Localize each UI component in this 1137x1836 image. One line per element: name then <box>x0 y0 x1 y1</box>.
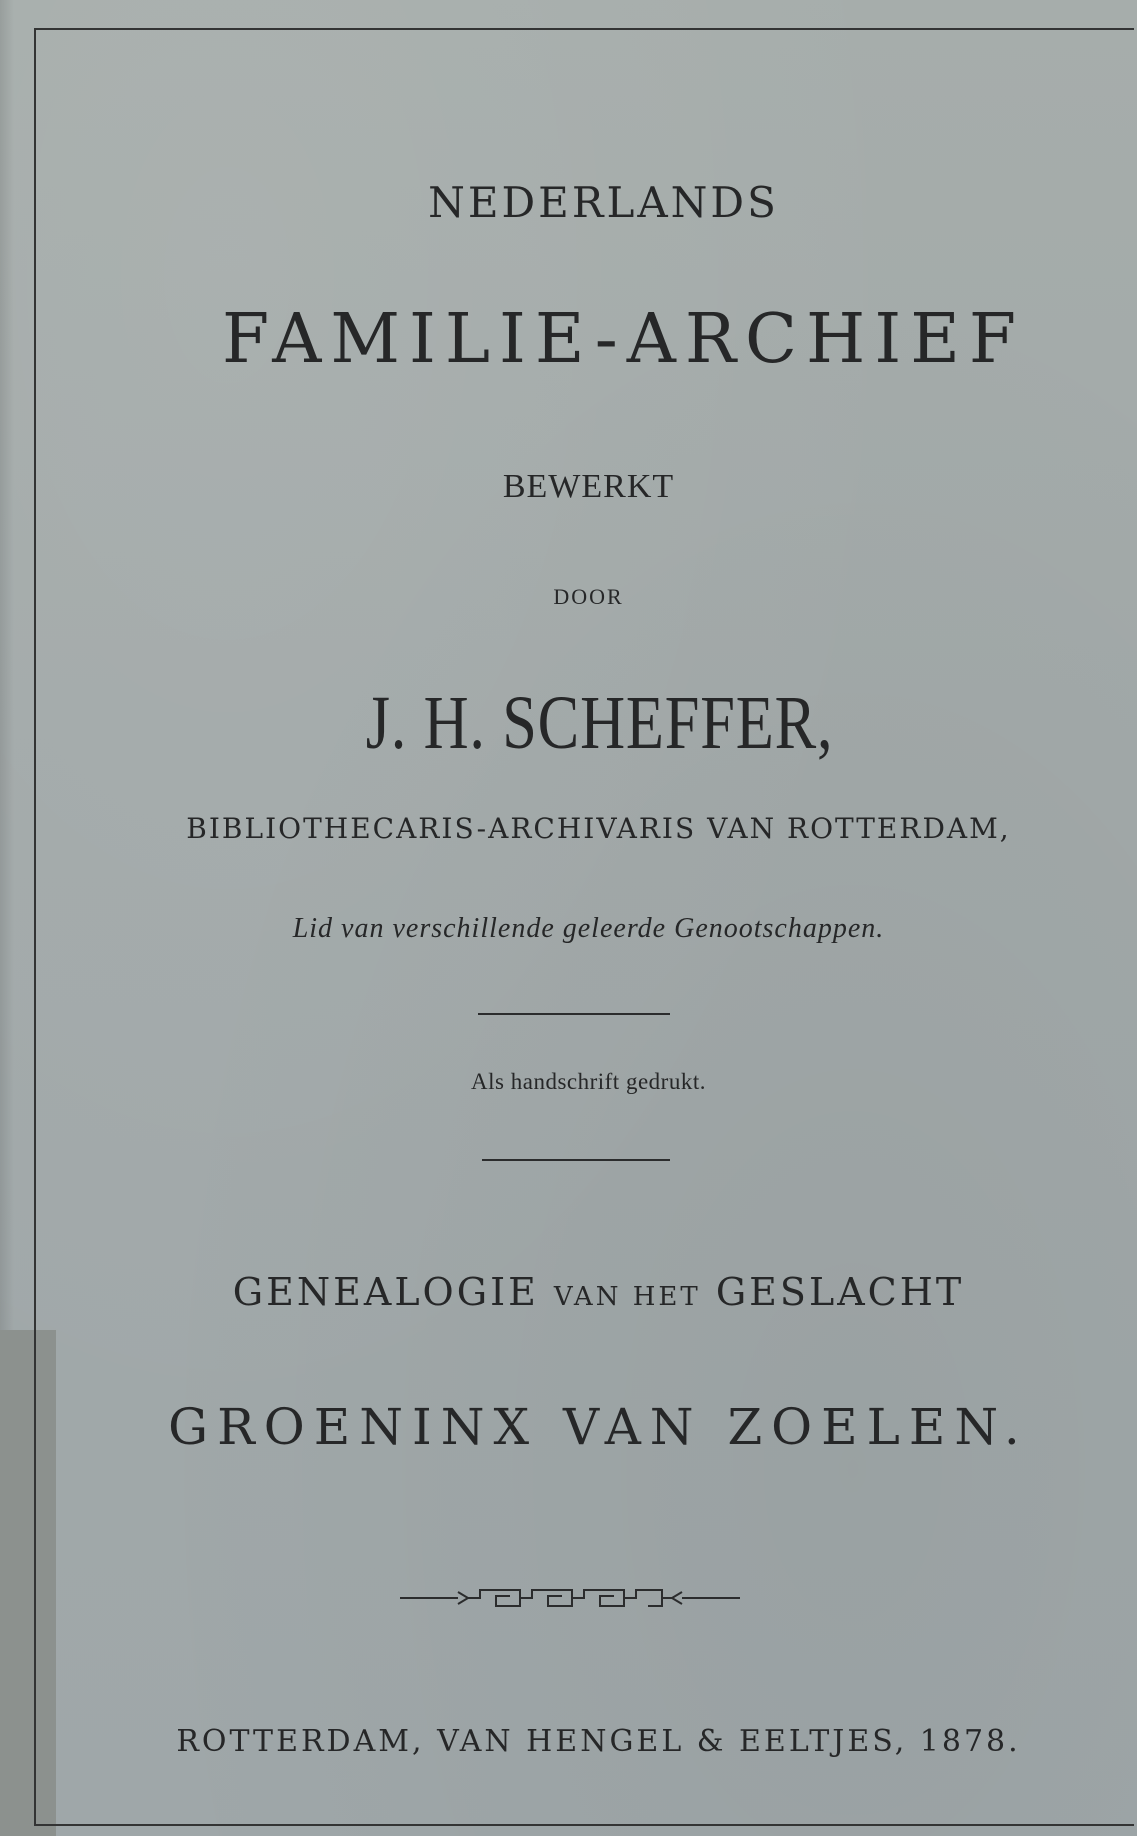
family-name: GROENINX VAN ZOELEN. <box>168 1398 1029 1456</box>
van-het-words: VAN HET <box>553 1282 701 1312</box>
divider-rule-top <box>478 1013 670 1015</box>
geslacht-word: GESLACHT <box>715 1270 965 1314</box>
publisher-imprint: ROTTERDAM, VAN HENGEL & EELTJES, 1878. <box>176 1724 1021 1759</box>
divider-rule-bottom <box>482 1159 670 1161</box>
membership-line: Lid van verschillende geleerde Genootschappen. <box>292 913 885 944</box>
main-title: FAMILIE-ARCHIEF <box>221 300 1026 379</box>
author-name: J. H. SCHEFFER, <box>365 681 834 765</box>
door-label: DOOR <box>553 584 624 609</box>
series-title: NEDERLANDS <box>428 178 779 227</box>
genealogy-word: GENEALOGIE <box>232 1270 539 1314</box>
greek-key-ornament-icon <box>400 1584 740 1612</box>
print-note: Als handschrift gedrukt. <box>471 1069 706 1094</box>
genealogy-heading <box>60 1270 1137 1314</box>
author-role: BIBLIOTHECARIS-ARCHIVARIS VAN ROTTERDAM, <box>186 812 1011 845</box>
bewerkt-label: BEWERKT <box>502 468 675 505</box>
